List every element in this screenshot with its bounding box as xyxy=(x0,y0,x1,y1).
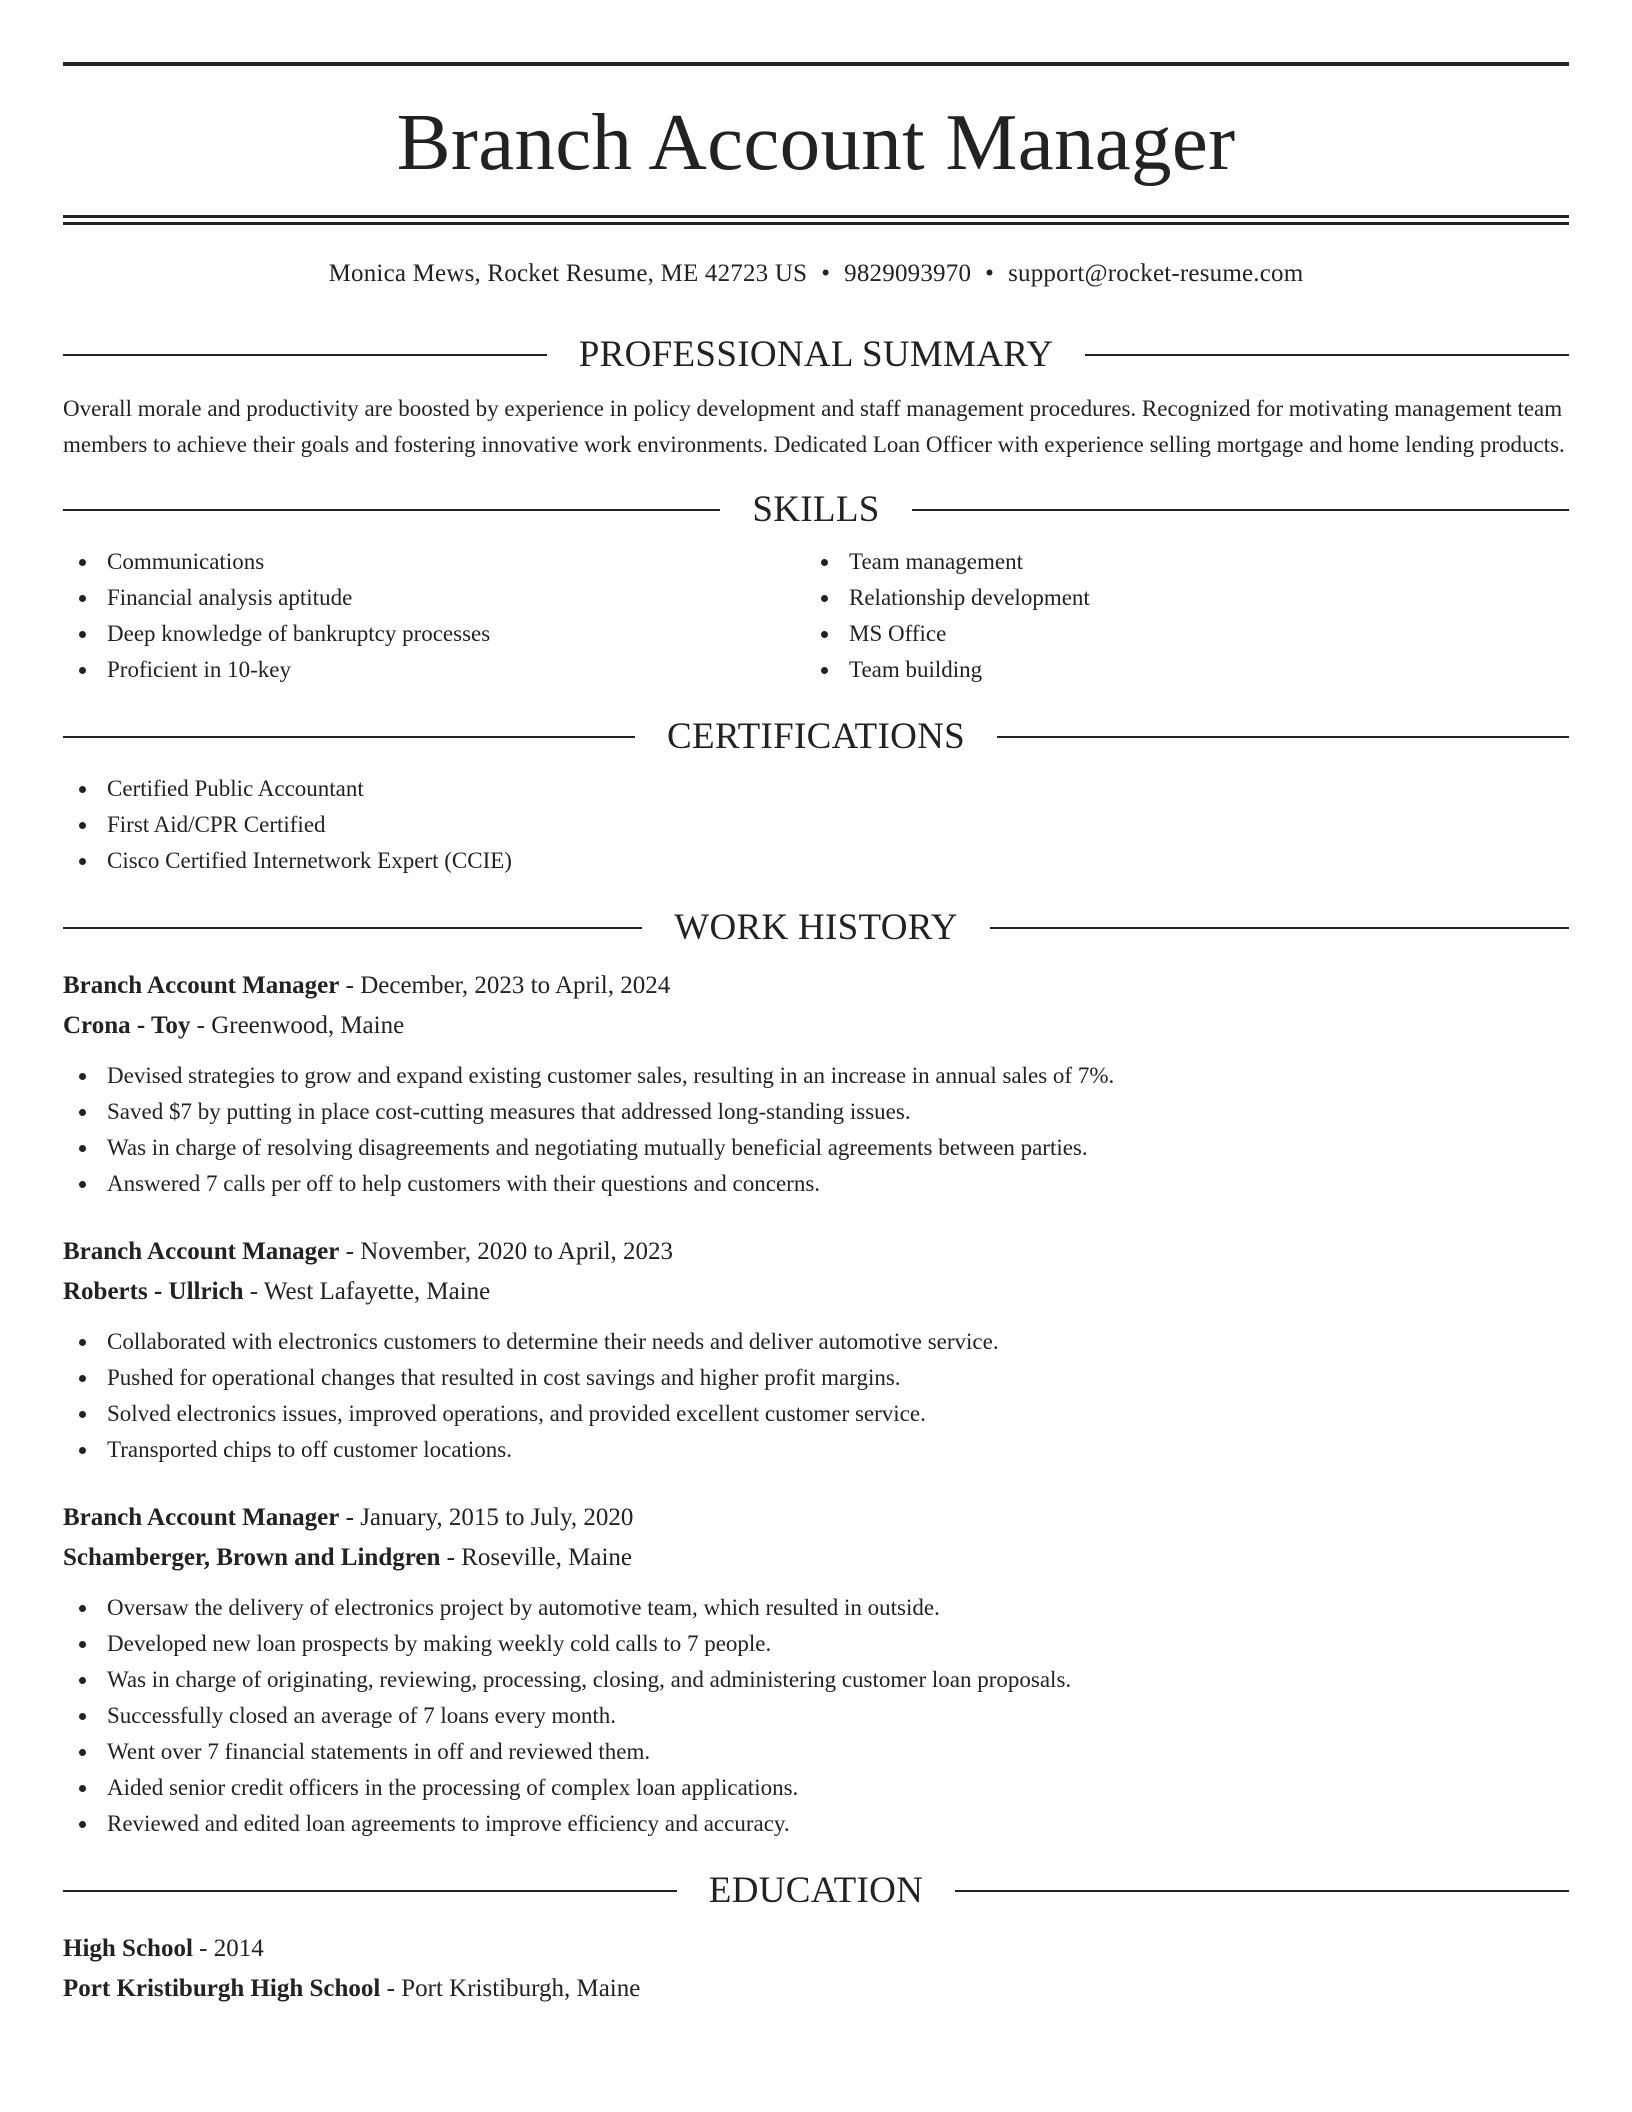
work-entry xyxy=(63,966,1569,1202)
section-heading-summary xyxy=(63,336,1569,373)
education-school-line xyxy=(63,1969,1569,2009)
heading-rule xyxy=(63,509,720,511)
section-heading-label: CERTIFICATIONS xyxy=(667,716,965,757)
job-location: West Lafayette, Maine xyxy=(263,1278,491,1305)
job-bullet: Oversaw the delivery of electronics project by automotive team, which resulted in outside. xyxy=(63,1590,1569,1626)
education-entry xyxy=(63,1929,1569,2009)
section-heading-education xyxy=(63,1872,1569,1909)
skill-item: Team building xyxy=(805,652,1547,688)
job-title-line xyxy=(63,1498,1569,1538)
job-company: Schamberger, Brown and Lindgren xyxy=(63,1544,441,1571)
job-bullets xyxy=(63,1590,1569,1842)
skill-item: Financial analysis aptitude xyxy=(63,580,805,616)
job-bullet: Collaborated with electronics customers to determine their needs and deliver automotive service. xyxy=(63,1324,1569,1360)
skills-column-left xyxy=(63,544,805,688)
job-bullet: Developed new loan prospects by making weekly cold calls to 7 people. xyxy=(63,1626,1569,1662)
dash-separator: - xyxy=(190,1012,212,1039)
resume-title: Branch Account Manager xyxy=(396,97,1236,187)
heading-rule xyxy=(63,736,635,738)
section-heading-label: WORK HISTORY xyxy=(674,907,958,948)
contact-phone: 9829093970 xyxy=(844,260,972,287)
section-heading-label: SKILLS xyxy=(752,489,880,530)
education-degree: High School xyxy=(63,1935,193,1962)
education-school: Port Kristiburgh High School xyxy=(63,1975,381,2002)
skill-item: MS Office xyxy=(805,616,1547,652)
certification-item: First Aid/CPR Certified xyxy=(63,807,1569,843)
job-company-line xyxy=(63,1538,1569,1578)
dash-separator: - xyxy=(440,1544,462,1571)
job-bullet: Answered 7 calls per off to help customers with their questions and concerns. xyxy=(63,1166,1569,1202)
job-location: Greenwood, Maine xyxy=(211,1012,405,1039)
job-bullet: Went over 7 financial statements in off and reviewed them. xyxy=(63,1734,1569,1770)
section-heading-label: EDUCATION xyxy=(708,1870,924,1911)
skill-item: Relationship development xyxy=(805,580,1547,616)
work-entry xyxy=(63,1232,1569,1468)
job-bullet: Pushed for operational changes that resulted in cost savings and higher profit margins. xyxy=(63,1360,1569,1396)
heading-rule xyxy=(990,927,1569,929)
section-heading-certifications xyxy=(63,718,1569,755)
education-degree-line xyxy=(63,1929,1569,1969)
job-dates: January, 2015 to July, 2020 xyxy=(360,1504,634,1531)
dash-separator: - xyxy=(380,1975,402,2002)
heading-rule xyxy=(63,354,547,356)
section-heading-label: PROFESSIONAL SUMMARY xyxy=(578,334,1054,375)
skill-item: Team management xyxy=(805,544,1547,580)
job-bullet: Devised strategies to grow and expand existing customer sales, resulting in an increase in annual sales of 7%. xyxy=(63,1058,1569,1094)
bullet-separator: • xyxy=(821,260,831,287)
skill-item: Deep knowledge of bankruptcy processes xyxy=(63,616,805,652)
job-title: Branch Account Manager xyxy=(63,1504,340,1531)
education-year: 2014 xyxy=(213,1935,264,1962)
job-bullet: Saved $7 by putting in place cost-cutting measures that addressed long-standing issues. xyxy=(63,1094,1569,1130)
certification-item: Cisco Certified Internetwork Expert (CCIE) xyxy=(63,843,1569,879)
heading-rule xyxy=(997,736,1569,738)
heading-rule xyxy=(955,1890,1569,1892)
dash-separator: - xyxy=(339,972,361,999)
job-bullet: Aided senior credit officers in the processing of complex loan applications. xyxy=(63,1770,1569,1806)
job-company-line xyxy=(63,1272,1569,1312)
job-dates: November, 2020 to April, 2023 xyxy=(360,1238,674,1265)
job-bullets xyxy=(63,1058,1569,1202)
job-title: Branch Account Manager xyxy=(63,1238,340,1265)
job-location: Roseville, Maine xyxy=(461,1544,633,1571)
summary-text: Overall morale and productivity are boosted by experience in policy development and staff management procedures. Recognized for motivating management team members to achieve their goals and fostering innovative work environments. Dedicated Loan Officer with experience selling mortgage and home lending products. xyxy=(63,396,1565,457)
heading-rule xyxy=(63,927,642,929)
job-bullet: Was in charge of originating, reviewing, processing, closing, and administering customer loan proposals. xyxy=(63,1662,1569,1698)
education-location: Port Kristiburgh, Maine xyxy=(401,1975,641,2002)
heading-rule xyxy=(63,1890,677,1892)
top-rule xyxy=(63,62,1569,66)
job-bullet: Was in charge of resolving disagreements and negotiating mutually beneficial agreements between parties. xyxy=(63,1130,1569,1166)
dash-separator: - xyxy=(192,1935,214,1962)
job-company: Roberts - Ullrich xyxy=(63,1278,244,1305)
certification-item: Certified Public Accountant xyxy=(63,771,1569,807)
title-double-rule xyxy=(63,215,1569,225)
skills-list xyxy=(63,544,1569,688)
contact-line xyxy=(63,261,1569,286)
dash-separator: - xyxy=(243,1278,264,1305)
job-company-line xyxy=(63,1006,1569,1046)
dash-separator: - xyxy=(339,1504,361,1531)
certifications-list xyxy=(63,771,1569,879)
contact-email: support@rocket-resume.com xyxy=(1008,260,1304,287)
job-company: Crona - Toy xyxy=(63,1012,191,1039)
bullet-separator: • xyxy=(985,260,995,287)
work-entry xyxy=(63,1498,1569,1842)
job-bullet: Transported chips to off customer locations. xyxy=(63,1432,1569,1468)
section-heading-skills xyxy=(63,491,1569,528)
dash-separator: - xyxy=(339,1238,361,1265)
skills-column-right xyxy=(805,544,1547,688)
heading-rule xyxy=(1085,354,1569,356)
job-title-line xyxy=(63,1232,1569,1272)
skill-item: Proficient in 10-key xyxy=(63,652,805,688)
job-bullet: Reviewed and edited loan agreements to improve efficiency and accuracy. xyxy=(63,1806,1569,1842)
job-dates: December, 2023 to April, 2024 xyxy=(360,972,671,999)
contact-address: Monica Mews, Rocket Resume, ME 42723 US xyxy=(328,260,808,287)
skill-item: Communications xyxy=(63,544,805,580)
section-heading-work-history xyxy=(63,909,1569,946)
job-title: Branch Account Manager xyxy=(63,972,340,999)
job-bullet: Solved electronics issues, improved operations, and provided excellent customer service. xyxy=(63,1396,1569,1432)
job-bullet: Successfully closed an average of 7 loans every month. xyxy=(63,1698,1569,1734)
heading-rule xyxy=(912,509,1569,511)
job-title-line xyxy=(63,966,1569,1006)
job-bullets xyxy=(63,1324,1569,1468)
